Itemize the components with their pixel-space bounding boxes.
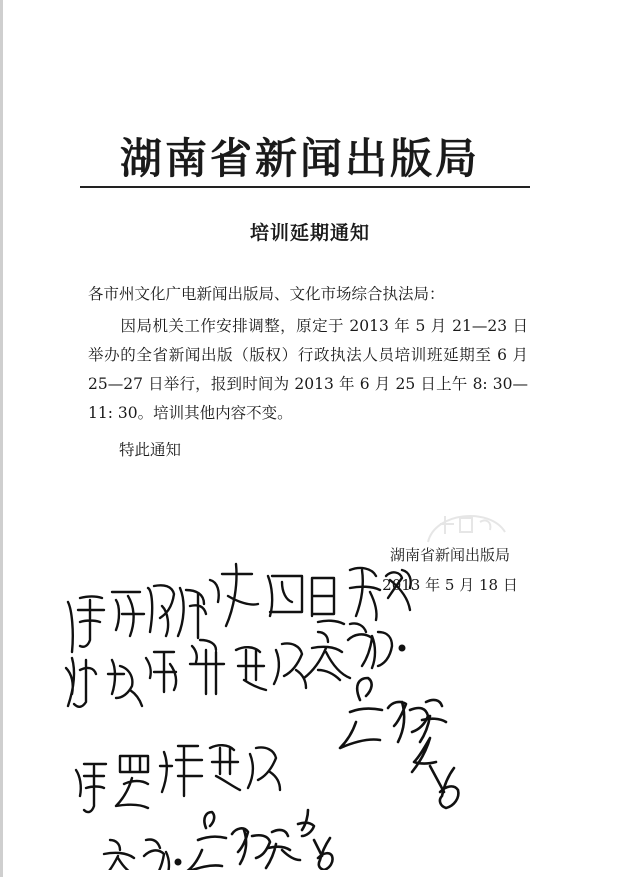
notice-body xyxy=(88,280,528,465)
letterhead-rule xyxy=(80,186,530,188)
handwritten-line-1 xyxy=(68,564,411,652)
issue-date: 2013 年 5 月 18 日 xyxy=(382,576,518,594)
handwritten-line-2 xyxy=(66,623,406,706)
closing-line: 特此通知 xyxy=(119,441,182,459)
letterhead-title: 湖南省新闻出版局 xyxy=(119,134,480,183)
issuer-name: 湖南省新闻出版局 xyxy=(389,546,510,564)
handwritten-line-3 xyxy=(76,745,280,812)
notice-title: 培训延期通知 xyxy=(249,222,370,244)
handwritten-signature-1 xyxy=(340,678,458,808)
handwritten-line-4 xyxy=(100,839,182,870)
handwritten-annotations xyxy=(50,540,570,870)
scan-edge xyxy=(0,0,3,877)
addressee-line: 各市州文化广电新闻出版局、文化市场综合执法局： xyxy=(88,285,445,303)
notice-paragraph: 因局机关工作安排调整，原定于 2013 年 5 月 21—23 日举办的全省新闻出版（版权）行政执法人员培训班延期至 6 月 25—27 日举行，报到时间为 2013 年 6 月 25 日上午 8: 30—11: 30。培训其他内容不变。 xyxy=(88,317,528,422)
handwritten-signature-2 xyxy=(186,810,333,870)
